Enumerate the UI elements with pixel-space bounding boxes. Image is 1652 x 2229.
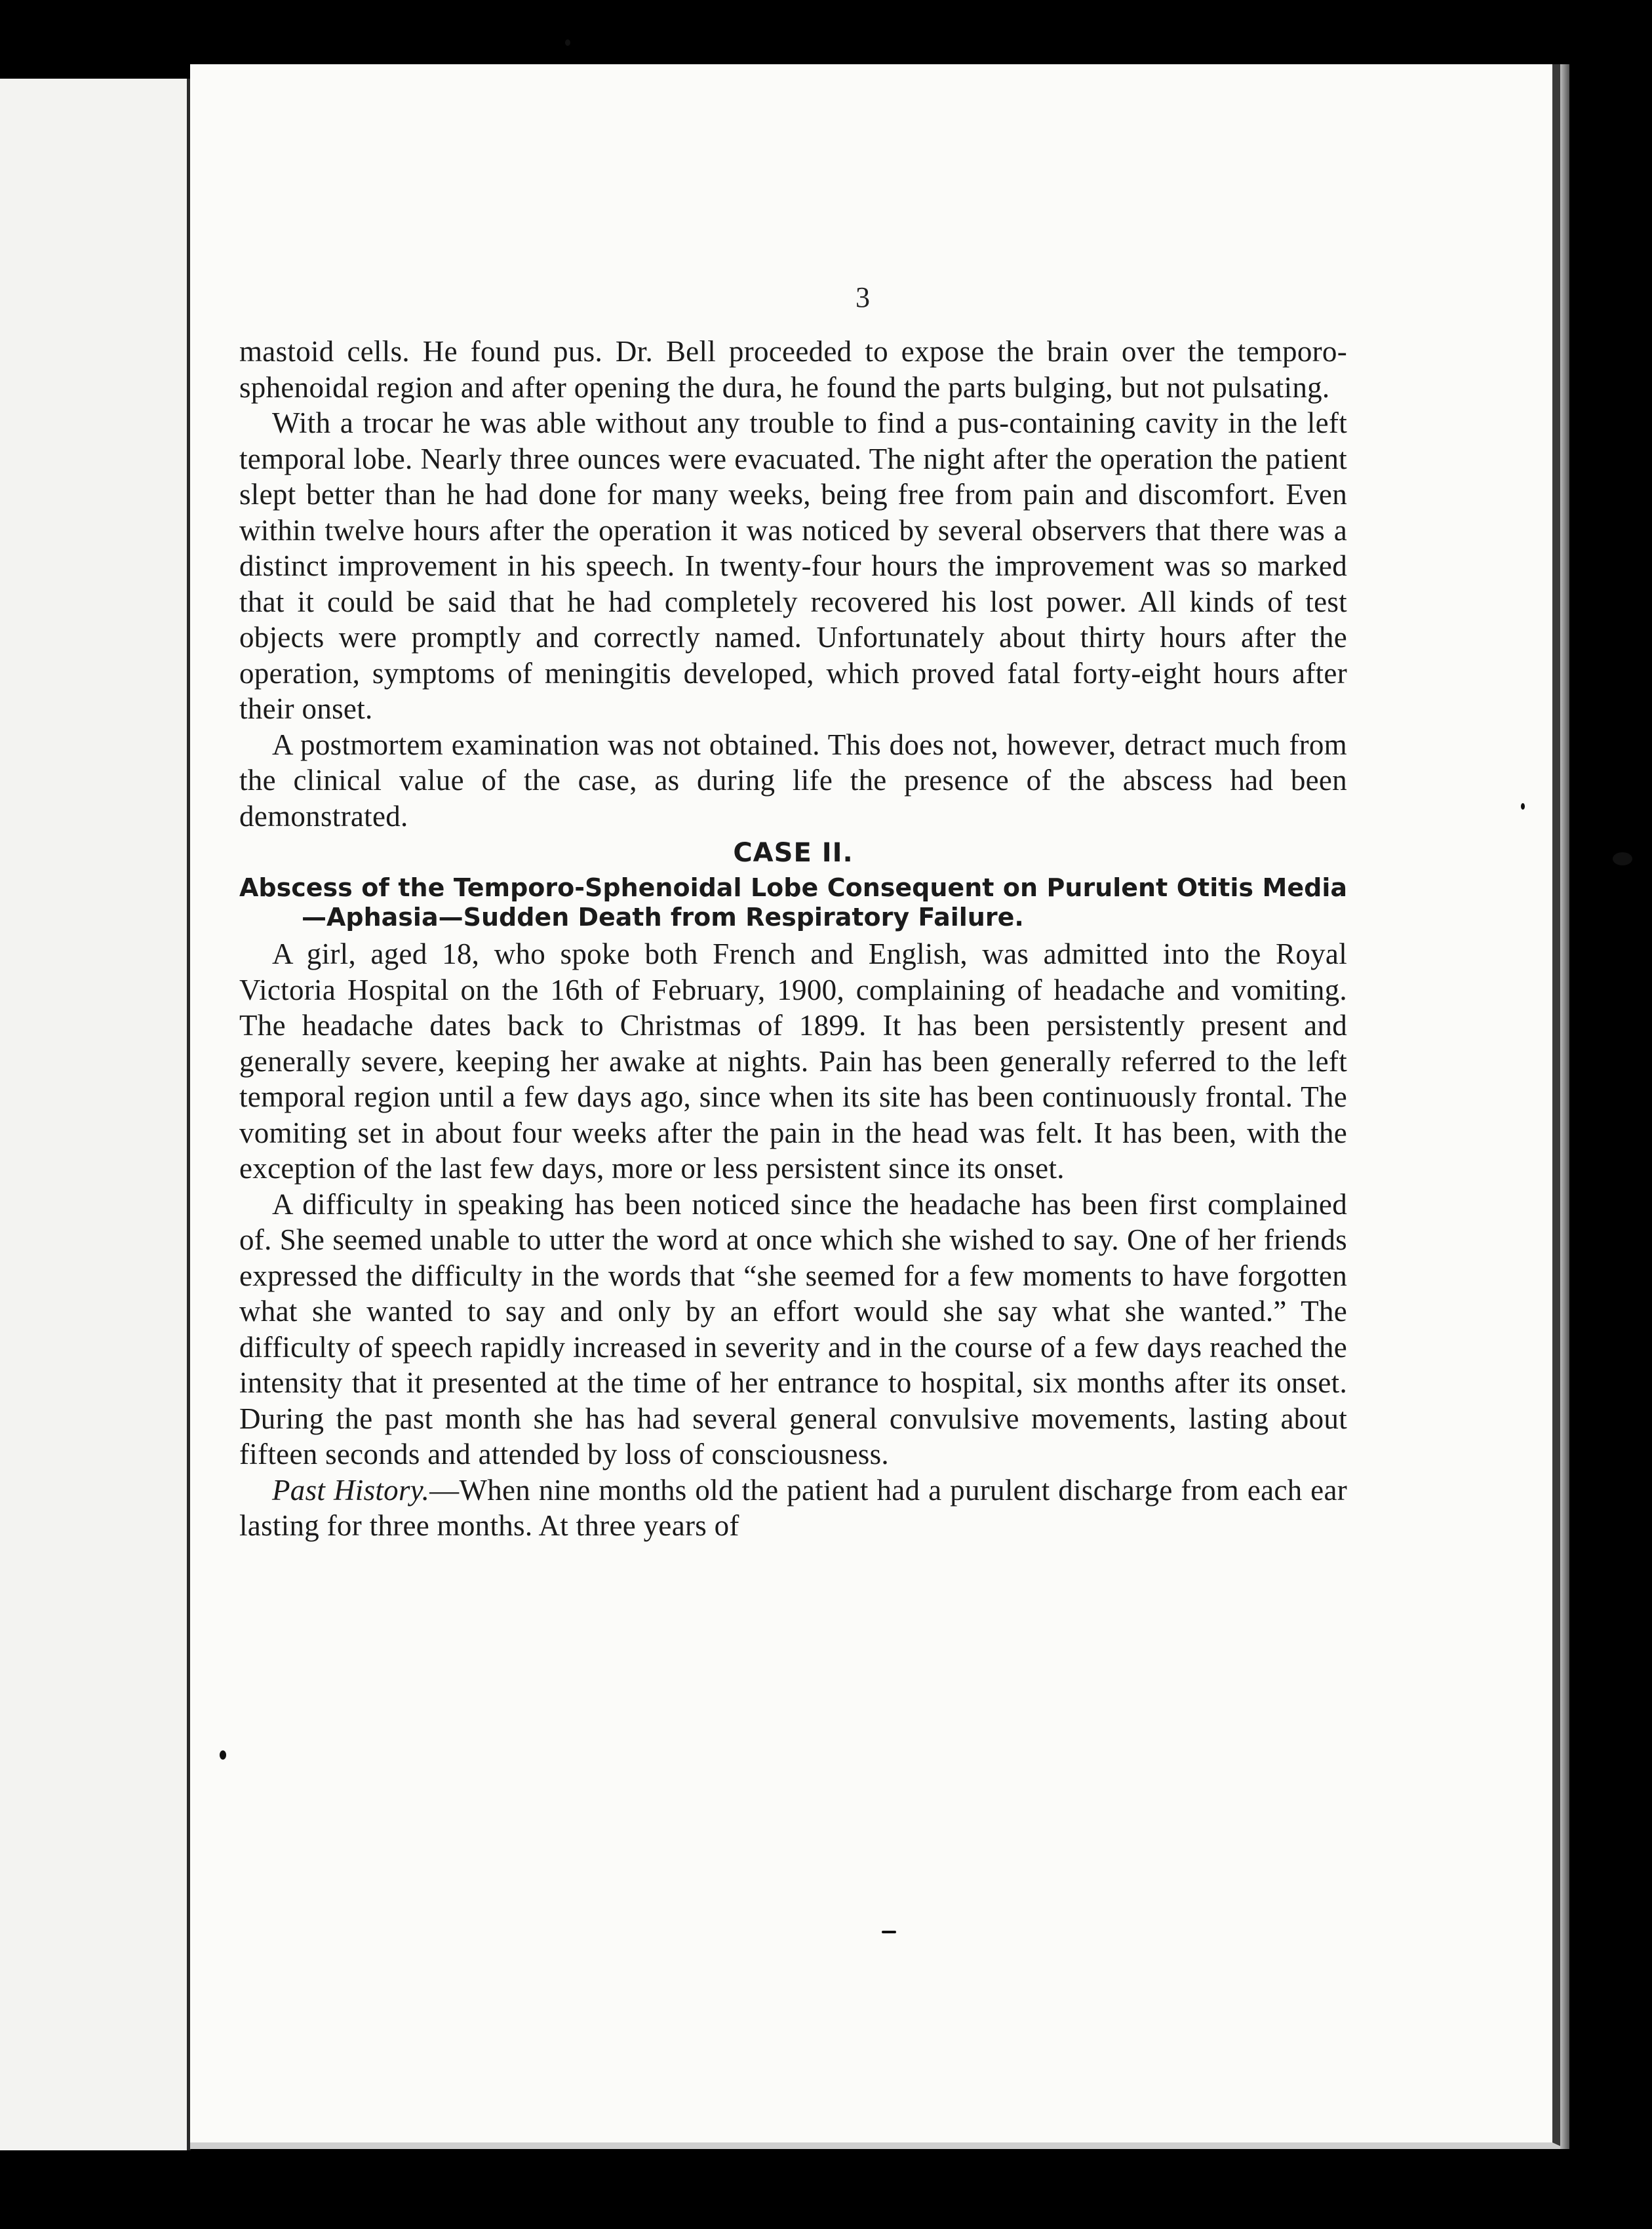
scan-speck <box>1613 852 1632 865</box>
scan-speck <box>565 39 570 46</box>
case-heading: CASE II. <box>733 838 854 868</box>
scan-speck <box>220 1750 226 1760</box>
paragraph-continuation: mastoid cells. He found pus. Dr. Bell proceeded to expose the brain over the temporo-sphenoidal region and after opening the dura, he found the parts bulging, but not pulsating. <box>239 335 1347 404</box>
page-edge-shadow <box>1560 64 1569 2149</box>
case-title: Abscess of the Temporo-Sphenoidal Lobe Consequent on Purulent Otitis Media—Aphasia—Sudden Death from Respiratory Failure. <box>239 873 1347 932</box>
paragraph-postmortem: A postmortem examination was not obtained. This does not, however, detract much from the clinical value of the case, as during life the presence of the abscess had been demonstrated. <box>239 728 1347 833</box>
paragraph-speech-difficulty: A difficulty in speaking has been noticed since the headache has been first complained of. She seemed unable to utter the word at once which she wished to say. One of her friends expressed the difficulty in the words that “she seemed for a few moments to have forgotten what she wanted to say and only by an effort would she say what she wanted.” The difficulty of speech rapidly increased in severity and in the course of a few days reached the intensity that it presented at the time of her entrance to hospital, six months after its onset. During the past month she has had several general convulsive movements, lasting about fifteen seconds and attended by loss of consciousness. <box>239 1187 1347 1470</box>
paragraph-trocar: With a trocar he was able without any trouble to find a pus-containing cavity in the left temporal lobe. Nearly three ounces were evacuated. The night after the operation the patient slept better than he had done for many weeks, being free from pain and discomfort. Even within twelve hours after the operation it was noticed by several observers that there was a distinct improvement in his speech. In twenty-four hours the improvement was so marked that it could be said that he had completely recovered his lost power. All kinds of test objects were promptly and correctly named. Unfortunately about thirty hours after the operation, symptoms of meningitis developed, which proved fatal forty-eight hours after their onset. <box>239 406 1347 725</box>
scan-speck <box>882 1931 896 1933</box>
past-history-label: Past History. <box>272 1473 430 1507</box>
paragraph-admission: A girl, aged 18, who spoke both French and English, was admitted into the Royal Victoria Hospital on the 16th of February, 1900, complaining of headache and vomiting. The headache dates back to Christmas of 1899. It has been persistently present and generally severe, keeping her awake at nights. Pain has been generally referred to the left temporal region until a few days ago, since when its site has been continuously frontal. The vomiting set in about four weeks after the pain in the head was felt. It has been, with the exception of the last few days, more or less persistent since its onset. <box>239 937 1347 1185</box>
paragraph-past-history <box>239 1472 1347 1544</box>
facing-page-edge <box>0 79 191 2150</box>
past-history-text: —When nine months old the patient had a purulent discharge from each ear lasting for three months. At three years of <box>239 1473 1348 1542</box>
scan-speck <box>1521 803 1525 810</box>
page-number: 3 <box>856 281 870 313</box>
page-body <box>239 285 1347 1544</box>
